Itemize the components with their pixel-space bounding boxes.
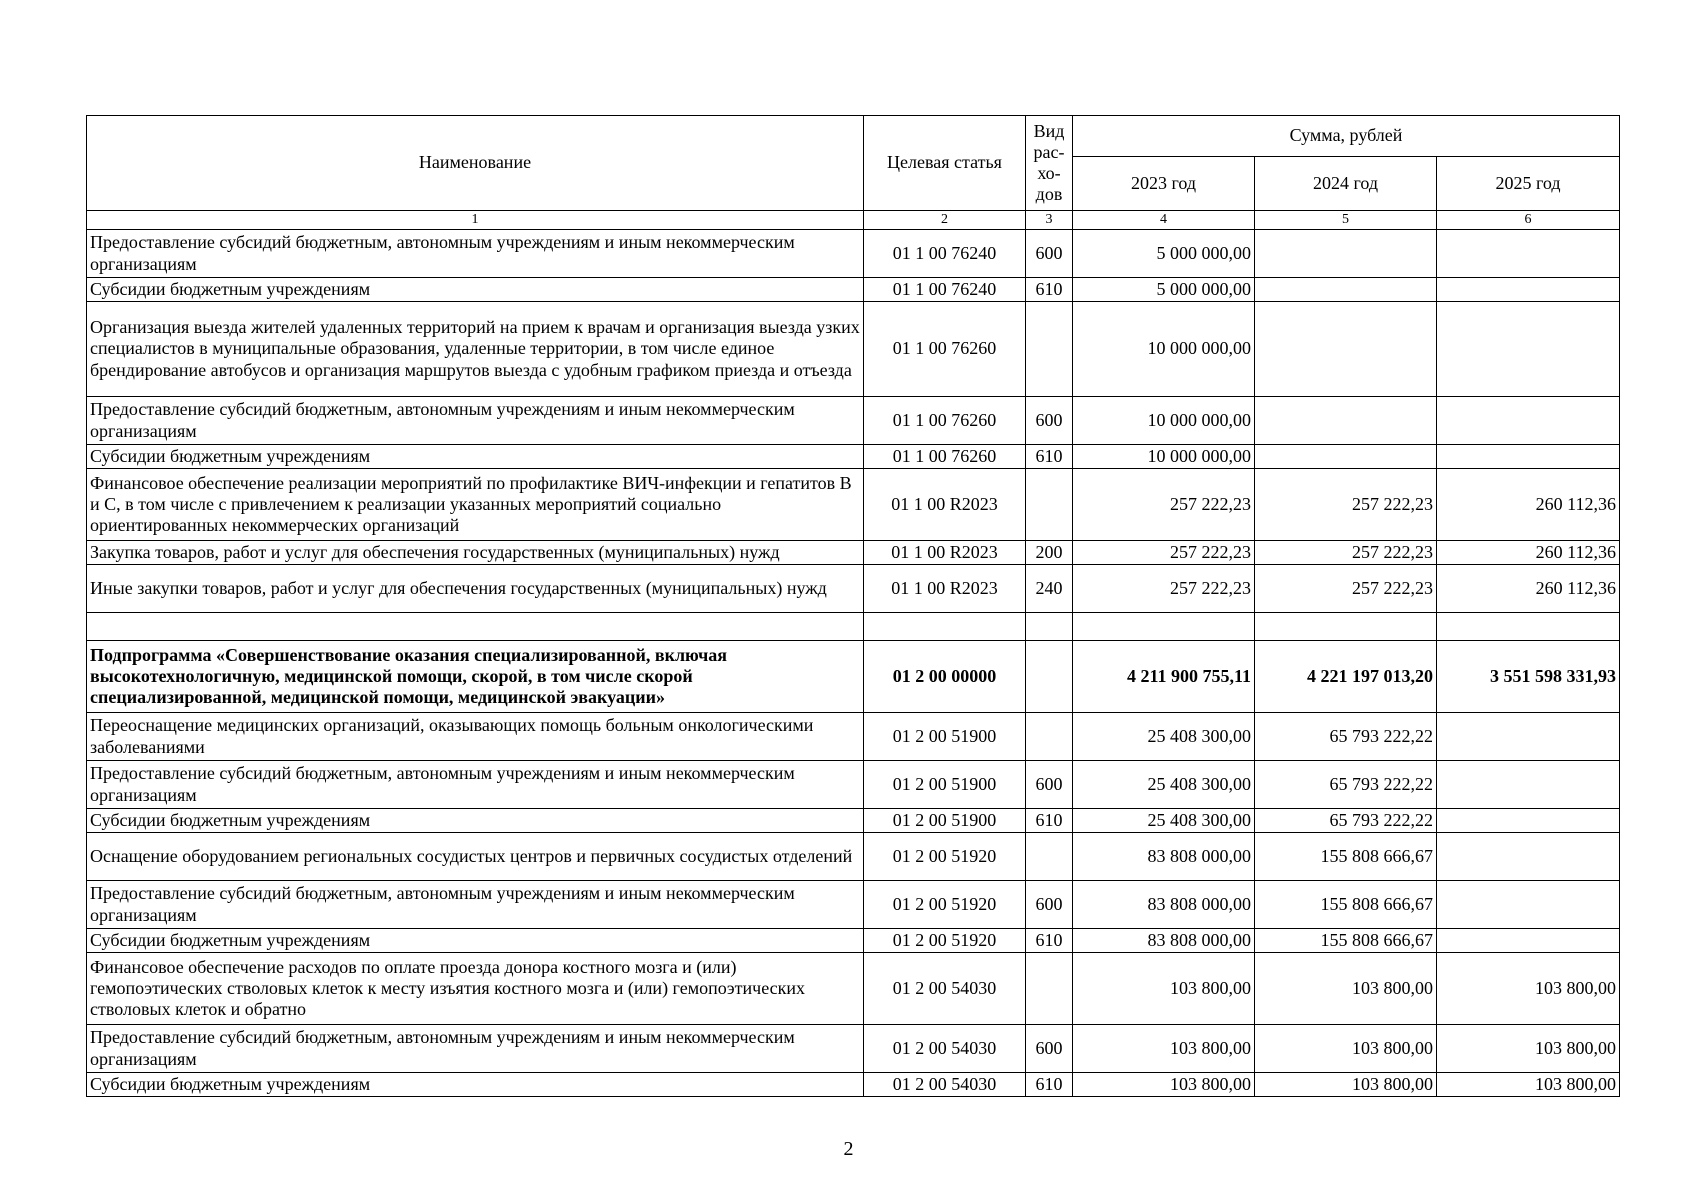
row-amount-2024: 103 800,00 <box>1255 1025 1437 1073</box>
row-amount-2025 <box>1437 713 1620 761</box>
row-amount-2023: 103 800,00 <box>1073 953 1255 1025</box>
table-row <box>87 469 1620 541</box>
row-expense-type: 200 <box>1026 541 1073 565</box>
row-amount-2025 <box>1437 833 1620 881</box>
row-target-article <box>864 613 1026 641</box>
row-amount-2025: 260 112,36 <box>1437 565 1620 613</box>
row-amount-2025 <box>1437 302 1620 397</box>
row-amount-2024 <box>1255 230 1437 278</box>
row-amount-2023: 257 222,23 <box>1073 541 1255 565</box>
row-amount-2024: 4 221 197 013,20 <box>1255 641 1437 713</box>
row-amount-2023: 83 808 000,00 <box>1073 833 1255 881</box>
row-amount-2025 <box>1437 278 1620 302</box>
row-amount-2023: 103 800,00 <box>1073 1073 1255 1097</box>
row-name: Оснащение оборудованием региональных сосудистых центров и первичных сосудистых отделений <box>87 833 864 881</box>
row-target-article: 01 1 00 76240 <box>864 278 1026 302</box>
table-row <box>87 881 1620 929</box>
row-target-article: 01 1 00 R2023 <box>864 565 1026 613</box>
row-amount-2024: 257 222,23 <box>1255 565 1437 613</box>
row-name: Предоставление субсидий бюджетным, автономным учреждениям и иным некоммерческим организациям <box>87 761 864 809</box>
row-target-article: 01 1 00 76260 <box>864 445 1026 469</box>
row-expense-type: 610 <box>1026 809 1073 833</box>
row-name: Предоставление субсидий бюджетным, автономным учреждениям и иным некоммерческим организациям <box>87 230 864 278</box>
row-expense-type: 600 <box>1026 881 1073 929</box>
row-expense-type <box>1026 641 1073 713</box>
row-name: Предоставление субсидий бюджетным, автономным учреждениям и иным некоммерческим организациям <box>87 881 864 929</box>
header-year-2023: 2023 год <box>1073 157 1255 211</box>
row-expense-type <box>1026 833 1073 881</box>
column-number: 3 <box>1026 211 1073 230</box>
row-name: Подпрограмма «Совершенствование оказания специализированной, включая высокотехнологичную, медицинской помощи, скорой, в том числе скорой специализированной, медицинской помощи, медицинской эвакуации» <box>87 641 864 713</box>
table-row <box>87 761 1620 809</box>
table-row <box>87 641 1620 713</box>
row-amount-2025: 103 800,00 <box>1437 1025 1620 1073</box>
page-number: 2 <box>843 1138 854 1160</box>
table-row <box>87 929 1620 953</box>
table-row <box>87 565 1620 613</box>
row-amount-2023: 10 000 000,00 <box>1073 397 1255 445</box>
row-amount-2025: 260 112,36 <box>1437 541 1620 565</box>
budget-table <box>86 115 1620 1097</box>
row-target-article: 01 2 00 51920 <box>864 881 1026 929</box>
row-amount-2025 <box>1437 809 1620 833</box>
row-target-article: 01 1 00 R2023 <box>864 469 1026 541</box>
column-number-row <box>87 211 1620 230</box>
column-number: 4 <box>1073 211 1255 230</box>
column-number: 5 <box>1255 211 1437 230</box>
row-name <box>87 613 864 641</box>
row-expense-type: 240 <box>1026 565 1073 613</box>
row-amount-2024: 155 808 666,67 <box>1255 881 1437 929</box>
row-amount-2023: 10 000 000,00 <box>1073 445 1255 469</box>
row-target-article: 01 2 00 00000 <box>864 641 1026 713</box>
row-amount-2024: 65 793 222,22 <box>1255 761 1437 809</box>
table-body <box>87 230 1620 1097</box>
row-target-article: 01 1 00 R2023 <box>864 541 1026 565</box>
row-amount-2024 <box>1255 613 1437 641</box>
row-amount-2025 <box>1437 230 1620 278</box>
row-name: Субсидии бюджетным учреждениям <box>87 1073 864 1097</box>
row-amount-2025: 260 112,36 <box>1437 469 1620 541</box>
row-target-article: 01 2 00 51900 <box>864 761 1026 809</box>
row-amount-2024: 257 222,23 <box>1255 469 1437 541</box>
header-name: Наименование <box>87 116 864 211</box>
table-row <box>87 445 1620 469</box>
row-amount-2023: 83 808 000,00 <box>1073 881 1255 929</box>
row-amount-2025: 103 800,00 <box>1437 1073 1620 1097</box>
row-name: Финансовое обеспечение реализации мероприятий по профилактике ВИЧ-инфекции и гепатитов В и С, в том числе с привлечением к реализации указанных мероприятий социально ориентированных некоммерческих организаций <box>87 469 864 541</box>
row-amount-2024: 65 793 222,22 <box>1255 809 1437 833</box>
row-expense-type: 600 <box>1026 397 1073 445</box>
row-amount-2023: 10 000 000,00 <box>1073 302 1255 397</box>
row-amount-2023: 257 222,23 <box>1073 469 1255 541</box>
row-name: Финансовое обеспечение расходов по оплате проезда донора костного мозга и (или) гемопоэтических стволовых клеток к месту изъятия костного мозга и (или) гемопоэтических стволовых клеток и обратно <box>87 953 864 1025</box>
row-name: Переоснащение медицинских организаций, оказывающих помощь больным онкологическими заболеваниями <box>87 713 864 761</box>
row-amount-2023: 4 211 900 755,11 <box>1073 641 1255 713</box>
row-amount-2024: 103 800,00 <box>1255 953 1437 1025</box>
row-expense-type: 600 <box>1026 230 1073 278</box>
table-row <box>87 713 1620 761</box>
row-expense-type: 610 <box>1026 1073 1073 1097</box>
row-name: Субсидии бюджетным учреждениям <box>87 809 864 833</box>
row-name: Предоставление субсидий бюджетным, автономным учреждениям и иным некоммерческим организациям <box>87 397 864 445</box>
table-row <box>87 230 1620 278</box>
row-amount-2025 <box>1437 397 1620 445</box>
row-amount-2023: 83 808 000,00 <box>1073 929 1255 953</box>
row-amount-2024: 103 800,00 <box>1255 1073 1437 1097</box>
row-target-article: 01 2 00 51900 <box>864 809 1026 833</box>
row-amount-2024 <box>1255 445 1437 469</box>
row-expense-type: 610 <box>1026 278 1073 302</box>
table-row <box>87 953 1620 1025</box>
row-amount-2023: 5 000 000,00 <box>1073 278 1255 302</box>
row-amount-2024 <box>1255 302 1437 397</box>
row-expense-type: 600 <box>1026 761 1073 809</box>
table-row <box>87 302 1620 397</box>
column-number: 1 <box>87 211 864 230</box>
row-target-article: 01 1 00 76240 <box>864 230 1026 278</box>
table-row <box>87 1073 1620 1097</box>
row-amount-2025 <box>1437 445 1620 469</box>
row-amount-2023: 25 408 300,00 <box>1073 713 1255 761</box>
row-amount-2023: 103 800,00 <box>1073 1025 1255 1073</box>
row-amount-2023: 25 408 300,00 <box>1073 761 1255 809</box>
row-name: Субсидии бюджетным учреждениям <box>87 278 864 302</box>
header-sum: Сумма, рублей <box>1073 116 1620 157</box>
row-name: Закупка товаров, работ и услуг для обеспечения государственных (муниципальных) нужд <box>87 541 864 565</box>
row-name: Иные закупки товаров, работ и услуг для обеспечения государственных (муниципальных) нужд <box>87 565 864 613</box>
row-name: Организация выезда жителей удаленных территорий на прием к врачам и организация выезда узких специалистов в муниципальные образования, удаленные территории, в том числе единое брендирование автобусов и организация маршрутов выезда с удобным графиком приезда и отъезда <box>87 302 864 397</box>
row-expense-type <box>1026 713 1073 761</box>
row-target-article: 01 2 00 54030 <box>864 1073 1026 1097</box>
table-row <box>87 397 1620 445</box>
row-amount-2024: 155 808 666,67 <box>1255 929 1437 953</box>
row-name: Предоставление субсидий бюджетным, автономным учреждениям и иным некоммерческим организациям <box>87 1025 864 1073</box>
row-target-article: 01 2 00 54030 <box>864 1025 1026 1073</box>
row-name: Субсидии бюджетным учреждениям <box>87 445 864 469</box>
row-amount-2025 <box>1437 761 1620 809</box>
header-target-article: Целевая статья <box>864 116 1026 211</box>
table-row <box>87 278 1620 302</box>
row-expense-type <box>1026 469 1073 541</box>
row-expense-type <box>1026 613 1073 641</box>
table-row <box>87 1025 1620 1073</box>
row-expense-type: 600 <box>1026 1025 1073 1073</box>
row-expense-type <box>1026 302 1073 397</box>
row-amount-2023: 257 222,23 <box>1073 565 1255 613</box>
row-amount-2023: 5 000 000,00 <box>1073 230 1255 278</box>
row-amount-2023 <box>1073 613 1255 641</box>
row-target-article: 01 1 00 76260 <box>864 397 1026 445</box>
row-target-article: 01 1 00 76260 <box>864 302 1026 397</box>
row-target-article: 01 2 00 54030 <box>864 953 1026 1025</box>
row-amount-2024: 155 808 666,67 <box>1255 833 1437 881</box>
row-amount-2025: 3 551 598 331,93 <box>1437 641 1620 713</box>
row-amount-2025 <box>1437 929 1620 953</box>
row-target-article: 01 2 00 51900 <box>864 713 1026 761</box>
table-row <box>87 541 1620 565</box>
table-row <box>87 809 1620 833</box>
row-amount-2024 <box>1255 278 1437 302</box>
header-year-2024: 2024 год <box>1255 157 1437 211</box>
row-amount-2025 <box>1437 613 1620 641</box>
row-amount-2025 <box>1437 881 1620 929</box>
column-number: 2 <box>864 211 1026 230</box>
row-amount-2023: 25 408 300,00 <box>1073 809 1255 833</box>
row-expense-type <box>1026 953 1073 1025</box>
row-target-article: 01 2 00 51920 <box>864 833 1026 881</box>
row-amount-2024 <box>1255 397 1437 445</box>
column-number: 6 <box>1437 211 1620 230</box>
header-year-2025: 2025 год <box>1437 157 1620 211</box>
row-expense-type: 610 <box>1026 929 1073 953</box>
row-amount-2025: 103 800,00 <box>1437 953 1620 1025</box>
row-amount-2024: 65 793 222,22 <box>1255 713 1437 761</box>
row-target-article: 01 2 00 51920 <box>864 929 1026 953</box>
header-expense-type: Вид рас-хо-дов <box>1026 116 1073 211</box>
row-amount-2024: 257 222,23 <box>1255 541 1437 565</box>
row-expense-type: 610 <box>1026 445 1073 469</box>
spacer-row <box>87 613 1620 641</box>
table-row <box>87 833 1620 881</box>
row-name: Субсидии бюджетным учреждениям <box>87 929 864 953</box>
